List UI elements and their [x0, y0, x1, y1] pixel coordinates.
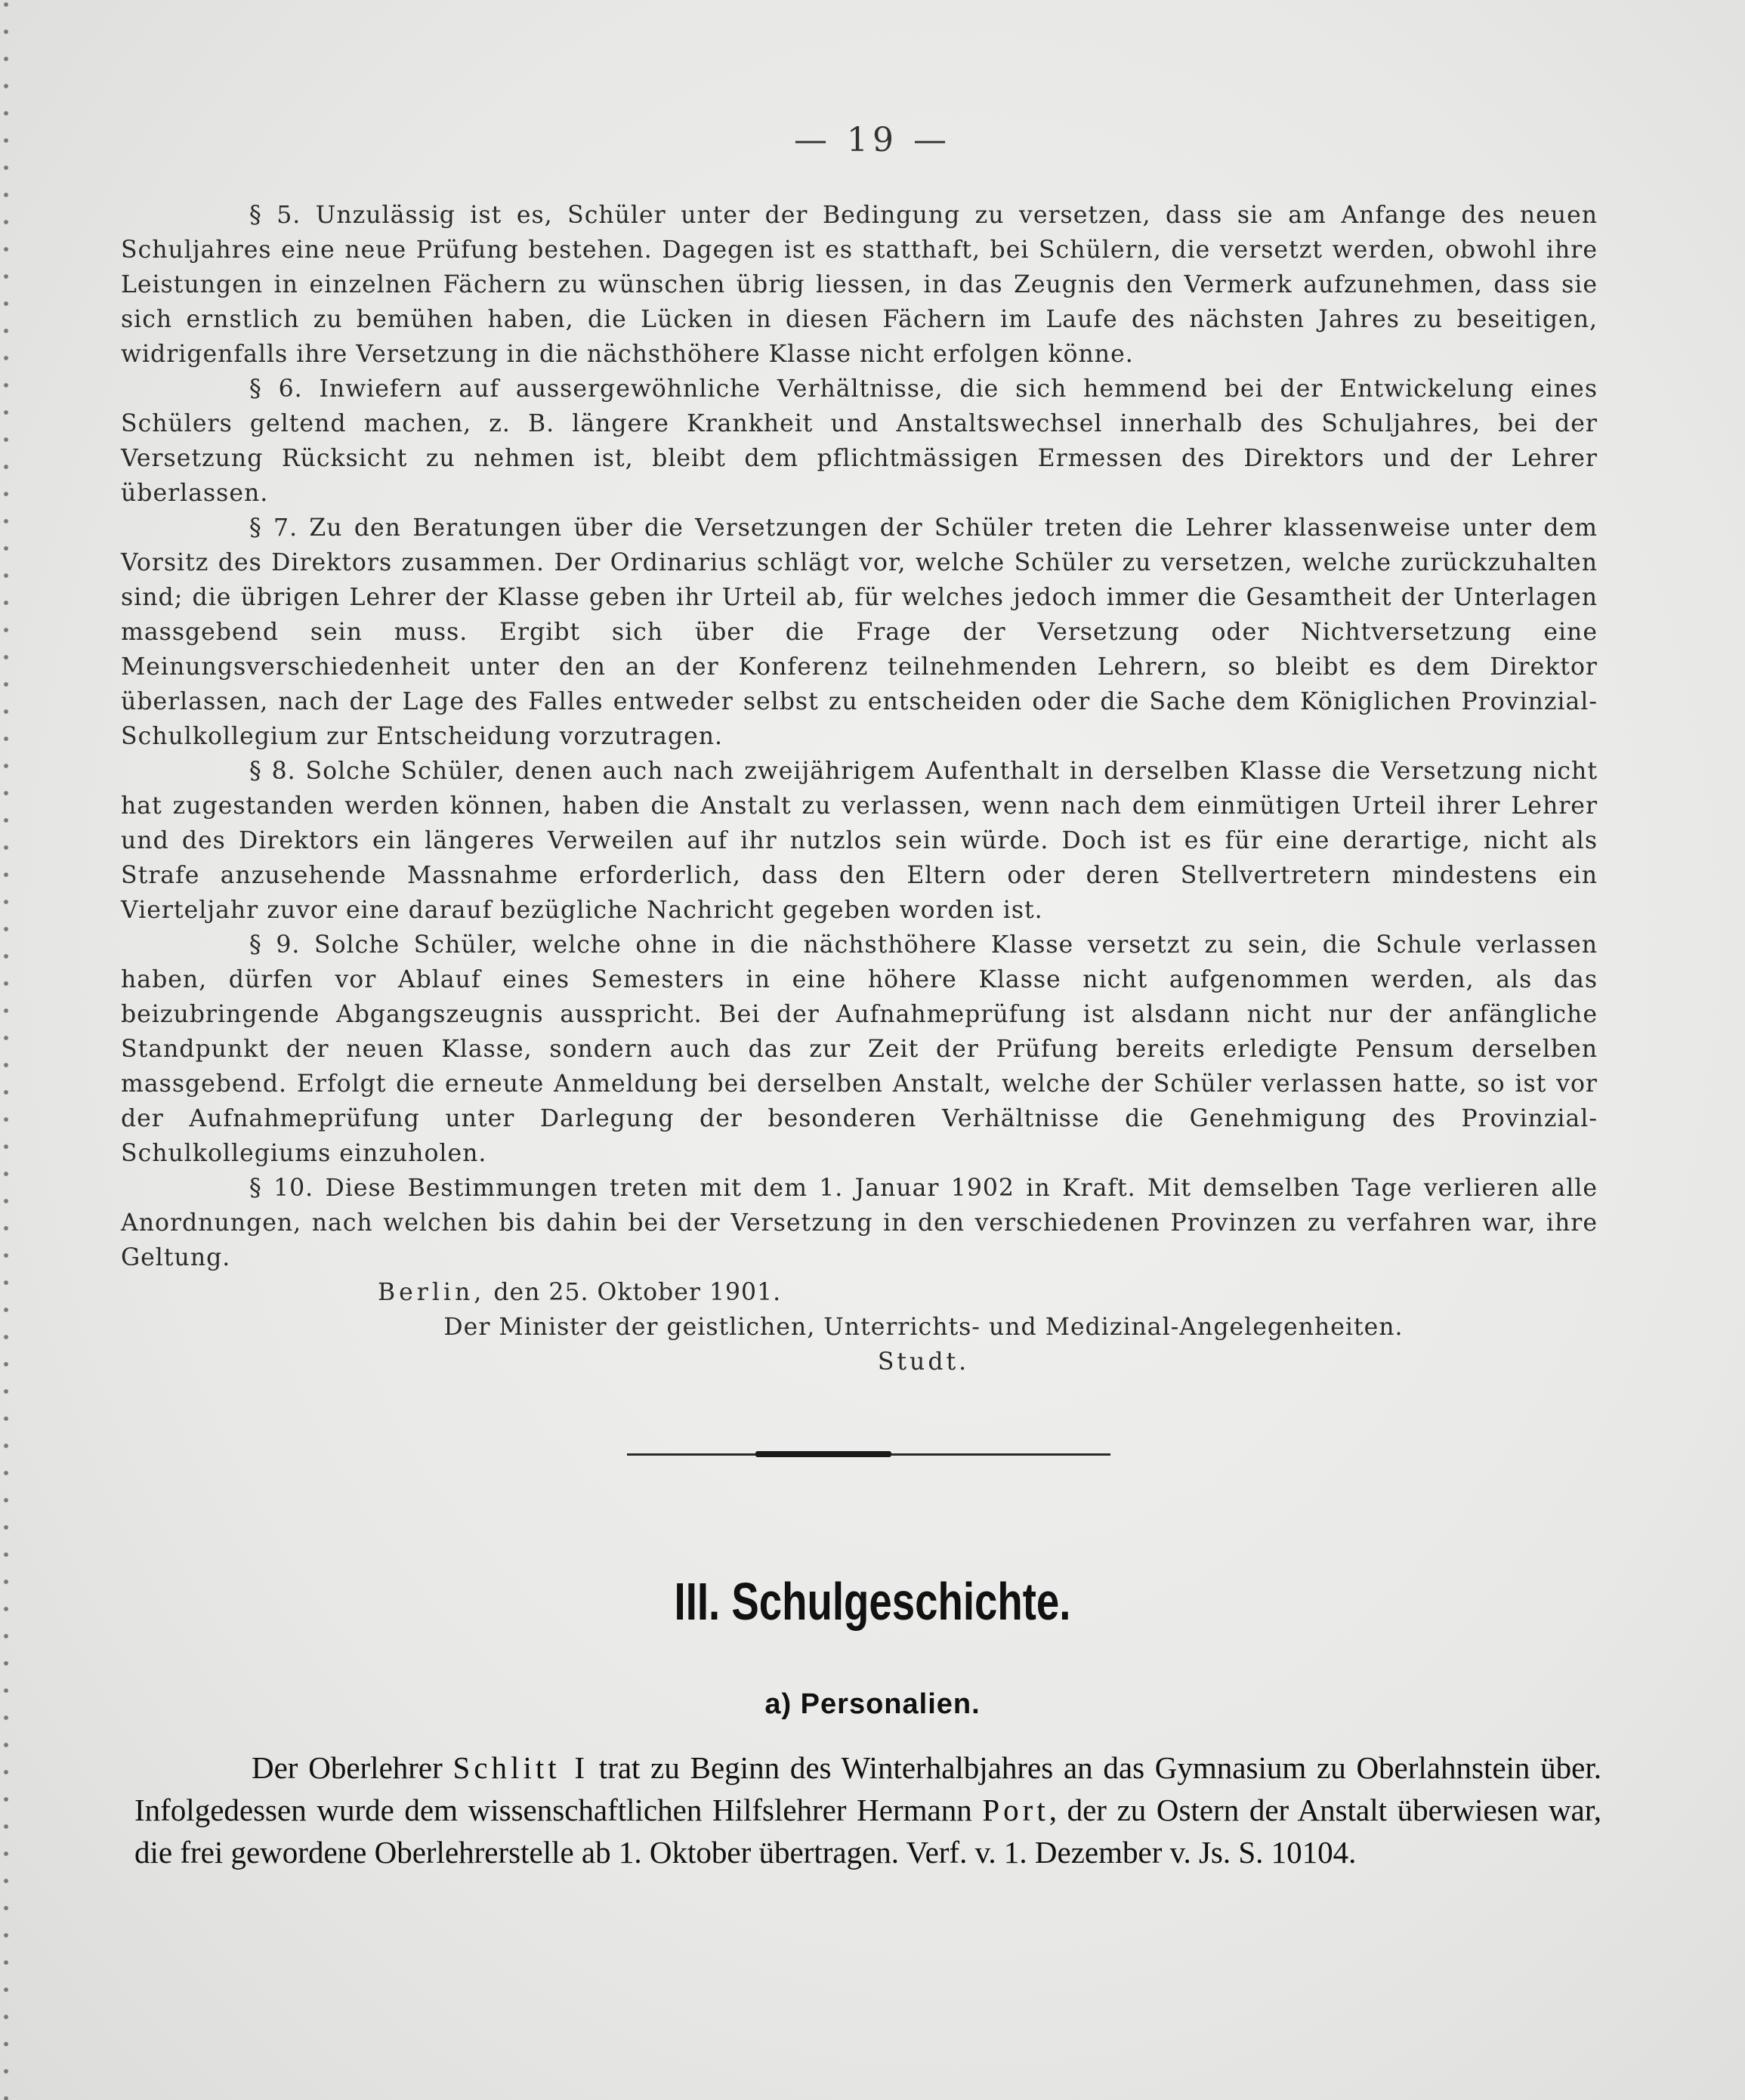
paragraph-s6: § 6. Inwiefern auf aussergewöhnliche Verhältnisse, die sich hemmend bei der Entwickelung eines Schülers geltend machen, z. B. längere Krankheit und Anstaltswechsel innerhalb des Schuljahres, bei der Versetzung Rücksicht zu nehmen ist, bleibt dem pflichtmässigen Ermessen des Direktors und der Lehrer überlassen.: [121, 375, 1598, 507]
regulations-text: [121, 198, 1598, 1379]
personalien-name-schlitt: Schlitt I: [452, 1750, 589, 1785]
personalien-text: [134, 1746, 1601, 1873]
section-title: III. Schulgeschichte.: [674, 1572, 1071, 1631]
personalien-mid: trat zu Beginn des Winterhalbjahres an das Gymnasium zu Oberlahnstein über. Infolgedessen wurde dem wissenschaftlichen Hilfslehrer Hermann: [134, 1750, 1602, 1827]
subsection-title: a) Personalien.: [764, 1688, 981, 1720]
paragraph-s7: § 7. Zu den Beratungen über die Versetzungen der Schüler treten die Lehrer klassenweise unter dem Vorsitz des Direktors zusammen. Der Ordinarius schlägt vor, welche Schüler zu versetzen, welche zurückzuhalten sind; die übrigen Lehrer der Klasse geben ihr Urteil ab, für welches jedoch immer die Gesamtheit der Unterlagen massgebend sein muss. Ergibt sich über die Frage der Versetzung oder Nichtversetzung eine Meinungsverschiedenheit unter den an der Konferenz teilnehmenden Lehrern, so bleibt es dem Direktor überlassen, nach der Lage des Falles entweder selbst zu entscheiden oder die Sache dem Königlichen Provinzial-Schulkollegium zur Entscheidung vorzutragen.: [121, 514, 1598, 750]
date: den 25. Oktober 1901.: [493, 1279, 782, 1306]
personalien-paragraph: [134, 1746, 1601, 1873]
minister-line: Der Minister der geistlichen, Unterrichts- und Medizinal-Angelegenheiten.: [443, 1314, 1404, 1341]
personalien-intro: Der Oberlehrer: [252, 1750, 443, 1785]
place-date-line: [121, 1275, 1598, 1310]
binding-holes: [0, 0, 17, 2100]
paragraph-s5: § 5. Unzulässig ist es, Schüler unter der Bedingung zu versetzen, dass sie am Anfange des neuen Schuljahres eine neue Prüfung bestehen. Dagegen ist es statthaft, bei Schülern, die versetzt werden, obwohl ihre Leistungen in einzelnen Fächern zu wünschen übrig liessen, in das Zeugnis den Vermerk aufzunehmen, dass sie sich ernstlich zu bemühen haben, die Lücken in diesen Fächern im Laufe des nächsten Jahres zu beseitigen, widrigenfalls ihre Versetzung in die nächsthöhere Klasse nicht erfolgen könne.: [121, 202, 1598, 368]
place: Berlin,: [378, 1279, 486, 1306]
paragraph-s8: § 8. Solche Schüler, denen auch nach zweijährigem Aufenthalt in derselben Klasse die Versetzung nicht hat zugestanden werden können, haben die Anstalt zu verlassen, wenn nach dem einmütigen Urteil ihrer Lehrer und des Direktors ein längeres Verweilen auf ihr nutzlos sein würde. Doch ist es für eine derartige, nicht als Strafe anzusehende Massnahme erforderlich, dass den Eltern oder deren Stellvertretern mindestens ein Vierteljahr zuvor eine darauf bezügliche Nachricht gegeben worden ist.: [121, 758, 1598, 924]
personalien-rest: , der zu Ostern der Anstalt überwiesen war, die frei gewordene Oberlehrerstelle ab 1. Oktober übertragen. Verf. v. 1. Dezember v. Js. S. 10104.: [134, 1793, 1602, 1870]
paragraph-s9: § 9. Solche Schüler, welche ohne in die nächsthöhere Klasse versetzt zu sein, die Schule verlassen haben, dürfen vor Ablauf eines Semesters in eine höhere Klasse nicht aufgenommen werden, als das beizubringende Abgangszeugnis ausspricht. Bei der Aufnahmeprüfung ist alsdann nicht nur der anfängliche Standpunkt der neuen Klasse, sondern auch das zur Zeit der Prüfung bereits erledigte Pensum derselben massgebend. Erfolgt die erneute Anmeldung bei derselben Anstalt, welche der Schüler verlassen hatte, so ist vor der Aufnahmeprüfung unter Darlegung der besonderen Verhältnisse die Genehmigung des Provinzial-Schulkollegiums einzuholen.: [121, 931, 1598, 1167]
paragraph-s10: § 10. Diese Bestimmungen treten mit dem 1. Januar 1902 in Kraft. Mit demselben Tage verlieren alle Anordnungen, nach welchen bis dahin bei der Versetzung in den verschiedenen Provinzen zu verfahren war, ihre Geltung.: [121, 1175, 1598, 1271]
personalien-name-port: Port: [982, 1793, 1049, 1827]
signature: Studt.: [877, 1348, 970, 1376]
section-divider-mark: [755, 1451, 891, 1457]
page-number: — 19 —: [794, 121, 951, 159]
